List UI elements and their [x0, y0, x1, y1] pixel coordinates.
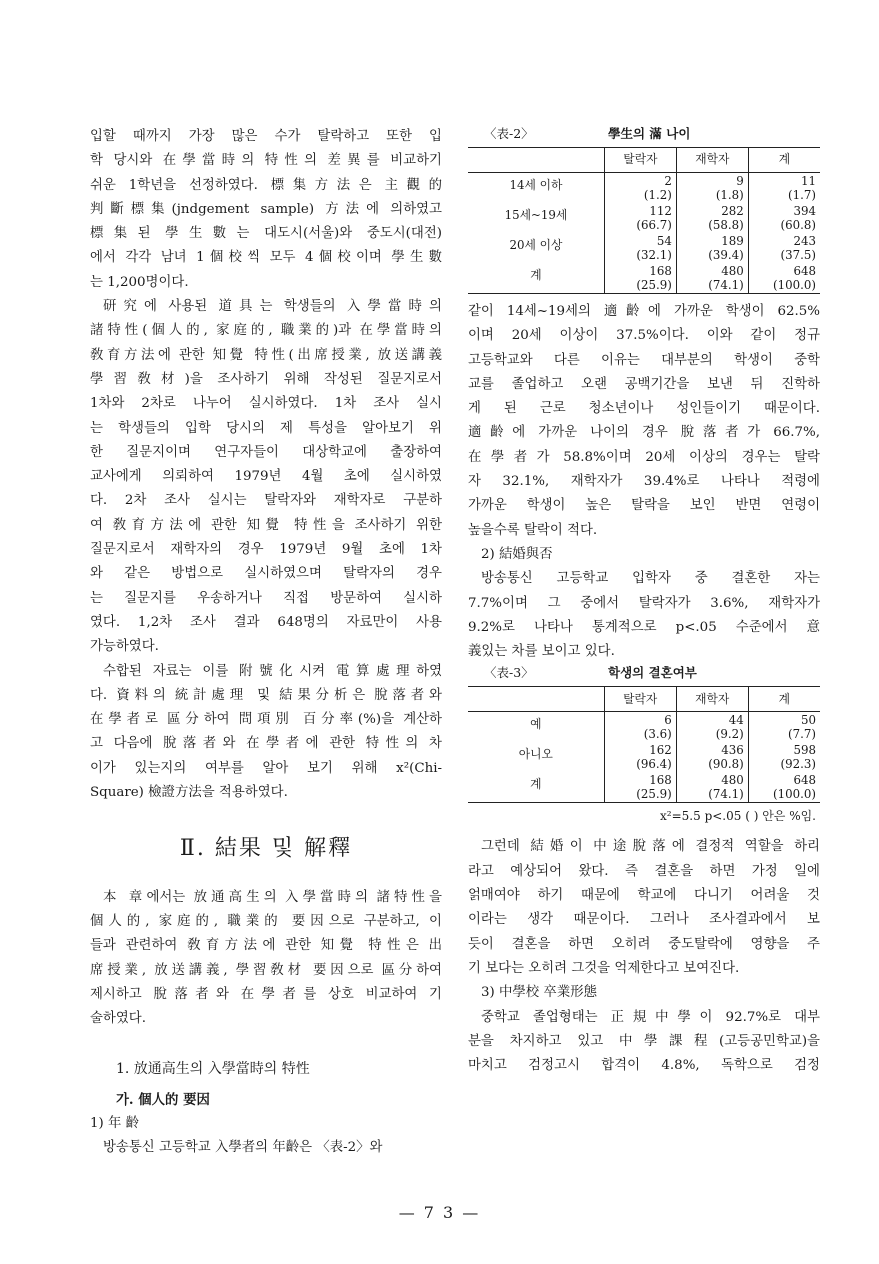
table-row: 20세 이상 54 (32.1) 189 (39.4) 243 (37.5) [468, 233, 820, 263]
table3-number: 〈表-3〉 [484, 665, 534, 681]
paragraph-method-instrument: 研究에 사용된 道具는 학생들의 入學當時의 諸特性(個人的, 家庭的, 職業的)과 在學當時의 敎育方法에 관한 知覺 特性(出席授業, 放送講義 學習敎材)을 조사하기 위해 작성된 질문지로서 1차와 2차로 나누어 실시하였다. 1차 조사 실시 는 학생들의 입학 당시의 제 특성을 알아보기 위 한 질문지이며 연구자들이 대상학교에 출장하여 교사에게 의뢰하여 1979년 4월 초에 실시하였 다. 2차 조사 실시는 탈락자와 재학자로 구분하 여 敎育方法에 관한 知覺 特性을 조사하기 위한 질문지로서 재학자의 경우 1979년 9월 초에 1차 와 같은 방법으로 실시하였으며 탈락자의 경우 는 질문지를 우송하거나 직접 방문하여 실시하 였다. 1,2차 조사 결과 648명의 자료만이 사용 가능하였다. [90, 299, 442, 655]
paragraph-method-analysis: 수합된 자료는 이를 附號化시켜 電算處理하였 다. 資料의 統計處理 및 結果分析은 脫落者와 在學者로 區分하여 問項別 百分率(%)을 계산하 고 다음에 脫落者와 在學者에 관한 特性의 차 이가 있는지의 여부를 알아 보기 위해 x²(Chi- Square) 檢證方法을 적용하였다. [90, 663, 442, 801]
right-column [468, 125, 820, 1078]
table2-number: 〈表-2〉 [484, 126, 534, 141]
table-row: 14세 이하 2 (1.2) 9 (1.8) 11 (1.7) [468, 173, 820, 204]
table-row: 계 168 (25.9) 480 (74.1) 648 (100.0) [468, 772, 820, 803]
table-header-row: 탈락자 재학자 계 [468, 687, 820, 712]
subsection-heading: 1. 放通高生의 入學當時의 特性 [116, 1061, 310, 1078]
table-row: 계 168 (25.9) 480 (74.1) 648 (100.0) [468, 263, 820, 294]
table3-title: 학생의 결혼여부 [608, 665, 697, 681]
paragraph-marriage-discussion: 그런데 結婚이 中途脫落에 결정적 역할을 하리 라고 예상되어 왔다. 즉 결혼을 하면 가정 일에 얽매여야 하기 때문에 학교에 다니기 어려울 것 이라는 생각 때문이다. 그러나 조사결과에서 보 듯이 결혼을 하면 오히려 중도탈락에 영향을 주 기 보다는 오히려 그것을 억제한다고 보여진다. [468, 839, 820, 976]
subsubsection-heading: 가. 個人的 要因 [116, 1091, 210, 1108]
paragraph-chapter-intro: 本 章에서는 放通高生의 入學當時의 諸特性을 個人的, 家庭的, 職業的 要因으로 구분하고, 이 들과 관련하여 敎育方法에 관한 知覺 特性은 出 席授業, 放送講義, 學習敎材 要因으로 區分하여 제시하고 脫落者와 在學者를 상호 비교하여 기 술하였다. [90, 889, 442, 1027]
paragraph-age-result: 같이 14세~19세의 適齡에 가까운 학생이 62.5% 이며 20세 이상이 37.5%이다. 이와 같이 정규 고등학교와 다른 이유는 대부분의 학생이 중학 교를 졸업하고 오랜 공백기간을 보낸 뒤 진학하 게 된 근로 청소년이나 성인들이기 때문이다. 適齡에 가까운 나이의 경우 脫落者가 66.7%, 在學者가 58.8%이며 20세 이상의 경우는 탈락 자 32.1%, 재학자가 39.4%로 나타나 적령에 가까운 학생이 높은 탈락을 보인 반면 연령이 높을수록 탈락이 적다. [468, 304, 820, 538]
table-row: 15세~19세 112 (66.7) 282 (58.8) 394 (60.8) [468, 203, 820, 233]
table3-note: x²=5.5 p<.05 ( ) 안은 %임. [660, 809, 816, 824]
table-row: 예 6 (3.6) 44 (9.2) 50 (7.7) [468, 712, 820, 743]
table2-age [468, 147, 820, 294]
item-heading-age: 1) 年 齡 [90, 1115, 140, 1131]
paragraph-graduation: 중학교 졸업형태는 正規中學이 92.7%로 대부 분을 차지하고 있고 中學課程(고등공민학교)을 마치고 검정고시 합격이 4.8%, 독학으로 검정 [468, 1009, 820, 1074]
section-title: Ⅱ. 結果 및 解釋 [179, 836, 353, 862]
paragraph-marriage: 방송통신 고등학교 입학자 중 결혼한 자는 7.7%이며 그 중에서 탈락자가 3.6%, 재학자가 9.2%로 나타나 통계적으로 p<.05 수준에서 意 義있는 차를 보이고 있다. [468, 571, 820, 660]
paragraph-age-start: 방송통신 고등학교 入學者의 年齡은 〈表-2〉와 [103, 1140, 383, 1156]
table2-title: 學生의 滿 나이 [608, 126, 691, 141]
table3-caption [468, 664, 820, 682]
table-header-row: 탈락자 재학자 계 [468, 148, 820, 173]
item-heading-marriage: 2) 結婚與否 [481, 546, 553, 562]
table-row: 아니오 162 (96.4) 436 (90.8) 598 (92.3) [468, 742, 820, 772]
page-number: — 7 3 — [398, 1203, 481, 1222]
left-column [90, 125, 442, 1161]
item-heading-graduation: 3) 中學校 卒業形態 [481, 985, 597, 1001]
paragraph-method-sample: 입할 때까지 가장 많은 수가 탈락하고 또한 입 학 당시와 在學當時의 特性의 差異를 비교하기 쉬운 1학년을 선정하였다. 標集方法은 主觀的 判斷標集(jndgement sample) 方法에 의하였고 標集된 學生數는 대도시(서울)와 중도시(대전) 에서 각각 남녀 1個校씩 모두 4個校이며 學生數 는 1,200명이다. [90, 129, 442, 290]
table2-caption [468, 125, 820, 143]
table3-marriage [468, 686, 820, 803]
